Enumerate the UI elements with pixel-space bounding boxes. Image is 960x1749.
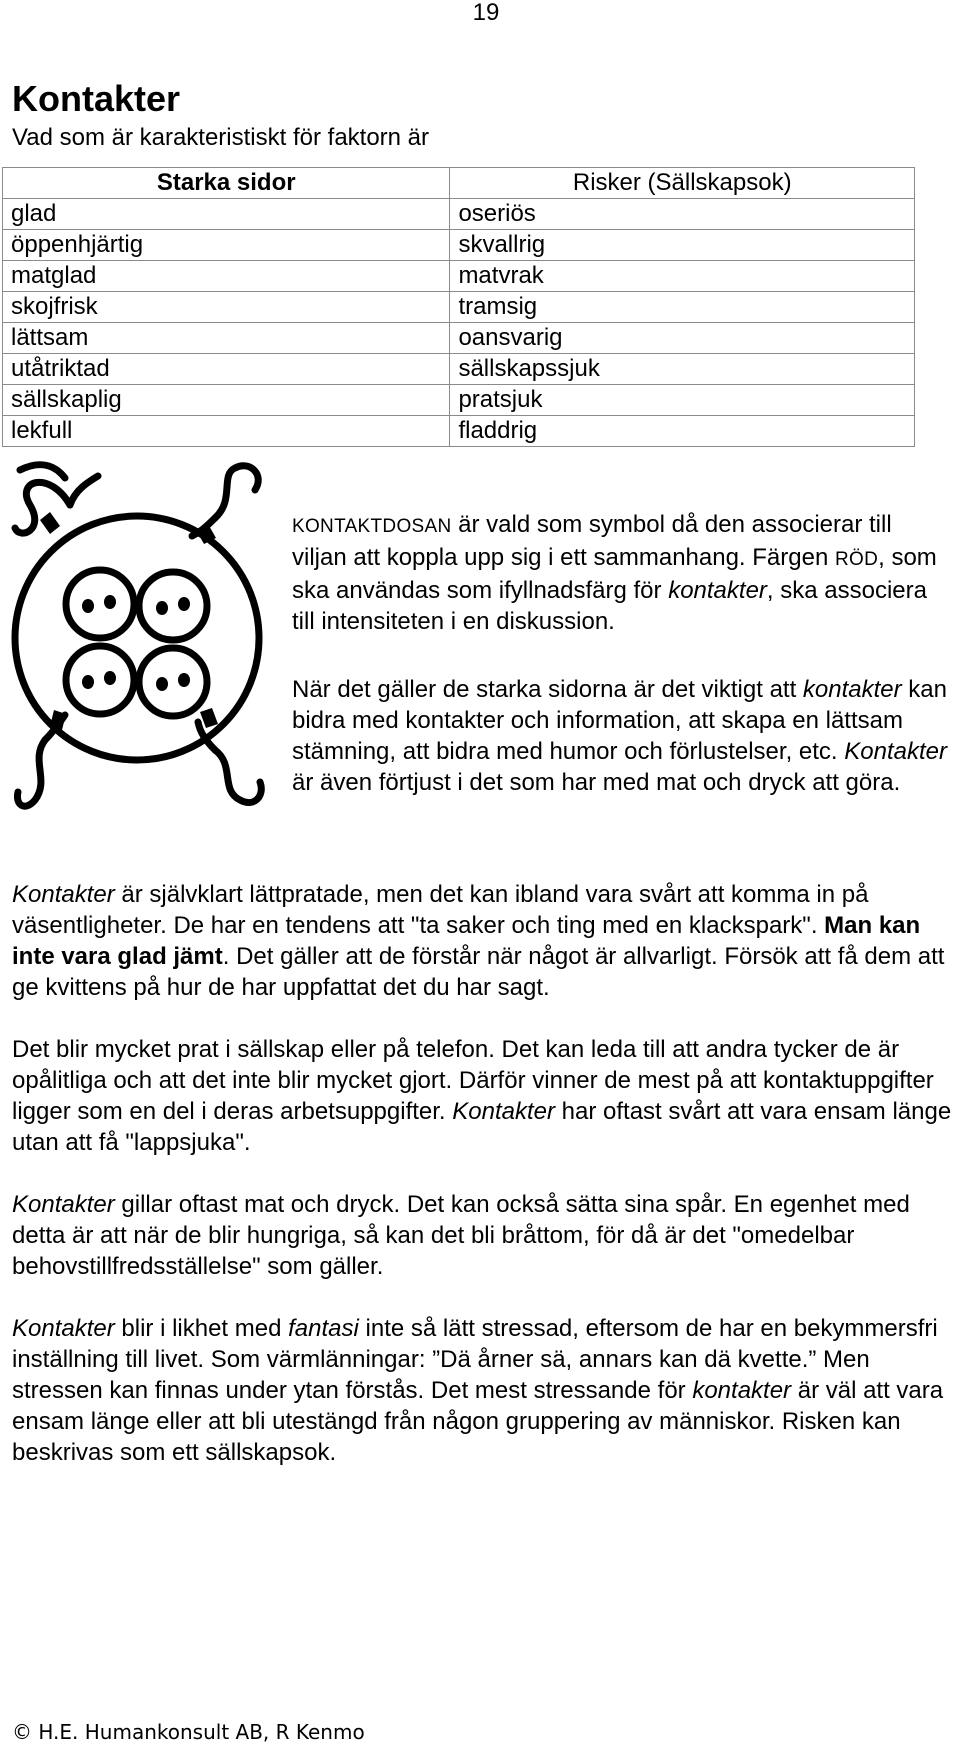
factor-name: kontakter (668, 577, 767, 604)
body-paragraph (12, 1313, 957, 1468)
risk-cell: tramsig (450, 292, 915, 323)
factor-name: Kontakter (12, 1315, 115, 1342)
body-text (12, 879, 957, 1499)
table-row (3, 261, 915, 292)
page-subtitle: Vad som är karakteristiskt för faktorn är (12, 124, 430, 151)
risk-cell: pratsjuk (450, 385, 915, 416)
text-run: inte så lätt stressad, eftersom de har en bekymmersfri inställning till livet. Som värmlänningar: ”Dä årner sä, annars kan dä kvette.” Men stressen kan finnas under ytan förstås. Det mest stressande för (12, 1315, 938, 1404)
table-row (3, 354, 915, 385)
copyright-footer: © H.E. Humankonsult AB, R Kenmo (12, 1720, 365, 1744)
text-run: blir i likhet med (114, 1315, 289, 1342)
table-row (3, 323, 915, 354)
page-title: Kontakter (12, 78, 181, 119)
table-row (3, 416, 915, 447)
text-run: När det gäller de starka sidorna är det viktigt att (292, 676, 803, 703)
strength-cell: sällskaplig (3, 385, 450, 416)
text-run: . Det gäller att de förstår när något är allvarligt. Försök att få dem att ge kvittens på hur de har uppfattat det du har sagt. (12, 943, 945, 1001)
risk-cell: oansvarig (450, 323, 915, 354)
color-term: RÖD (834, 549, 879, 570)
risk-cell: fladdrig (450, 416, 915, 447)
text-run: , ska associera till intensiteten i en diskussion. (292, 577, 927, 635)
strength-cell: skojfrisk (3, 292, 450, 323)
traits-table (2, 167, 915, 447)
text-run: har oftast svårt att vara ensam länge utan att få "lappsjuka". (12, 1098, 952, 1156)
strength-cell: utåtriktad (3, 354, 450, 385)
factor-name: kontakter (692, 1377, 792, 1404)
factor-name: fantasi (288, 1315, 359, 1342)
factor-name: Kontakter (844, 738, 947, 765)
strengths-paragraph (292, 674, 952, 798)
body-paragraph (12, 1034, 957, 1158)
table-row (3, 199, 915, 230)
strength-cell: öppenhjärtig (3, 230, 450, 261)
text-run: är självklart lättpratade, men det kan ibland vara svårt att komma in på väsentligheter. De har en tendens att "ta saker och ting med en klackspark". (12, 881, 869, 939)
emphasis-text: Man kan inte vara glad jämt (12, 912, 921, 970)
factor-name: Kontakter (12, 881, 115, 908)
table-row (3, 230, 915, 261)
page-number: 19 (472, 0, 500, 26)
body-paragraph (12, 879, 957, 1003)
text-run: gillar oftast mat och dryck. Det kan också sätta sina spår. En egenhet med detta är att när de blir hungriga, så kan det bli bråttom, för då är det "omedelbar behovstillfredsställelse" som gäller. (12, 1191, 910, 1280)
text-run: , som ska användas som ifyllnadsfärg för (292, 544, 937, 604)
factor-name: Kontakter (12, 1191, 115, 1218)
risk-cell: sällskapssjuk (450, 354, 915, 385)
risk-cell: skvallrig (450, 230, 915, 261)
text-run: är vald som symbol då den associerar till viljan att koppla upp sig i ett sammanhang. Färgen (292, 511, 892, 571)
strength-cell: lättsam (3, 323, 450, 354)
strength-cell: matglad (3, 261, 450, 292)
strength-cell: lekfull (3, 416, 450, 447)
risk-cell: oseriös (450, 199, 915, 230)
text-run: Det blir mycket prat i sällskap eller på telefon. Det kan leda till att andra tycker de är opålitliga och att det inte blir mycket gjort. Därför vinner de mest på att kontaktuppgifter ligger som en del i deras arbetsuppgifter. (12, 1036, 934, 1125)
power-outlet-symbol-icon (10, 460, 270, 820)
header-strengths: Starka sidor (3, 168, 450, 199)
header-risks: Risker (Sällskapsok) (450, 168, 915, 199)
table-row (3, 292, 915, 323)
body-paragraph (12, 1189, 957, 1282)
text-run: kan bidra med kontakter och information, att skapa en lättsam stämning, att bidra med humor och förlustelser, etc. (292, 676, 948, 765)
text-run: är väl att vara ensam länge eller att bli utestängd från någon gruppering av människor. Risken kan beskrivas som ett sällskapsok. (12, 1377, 944, 1466)
symbol-description (292, 509, 952, 798)
factor-name: Kontakter (452, 1098, 555, 1125)
table-row (3, 385, 915, 416)
risk-cell: matvrak (450, 261, 915, 292)
symbol-paragraph (292, 509, 952, 637)
factor-name: kontakter (802, 676, 902, 703)
symbol-term: KONTAKTDOSAN (292, 516, 452, 537)
table-header-row (3, 168, 915, 199)
strength-cell: glad (3, 199, 450, 230)
text-run: är även förtjust i det som har med mat och dryck att göra. (292, 769, 901, 796)
